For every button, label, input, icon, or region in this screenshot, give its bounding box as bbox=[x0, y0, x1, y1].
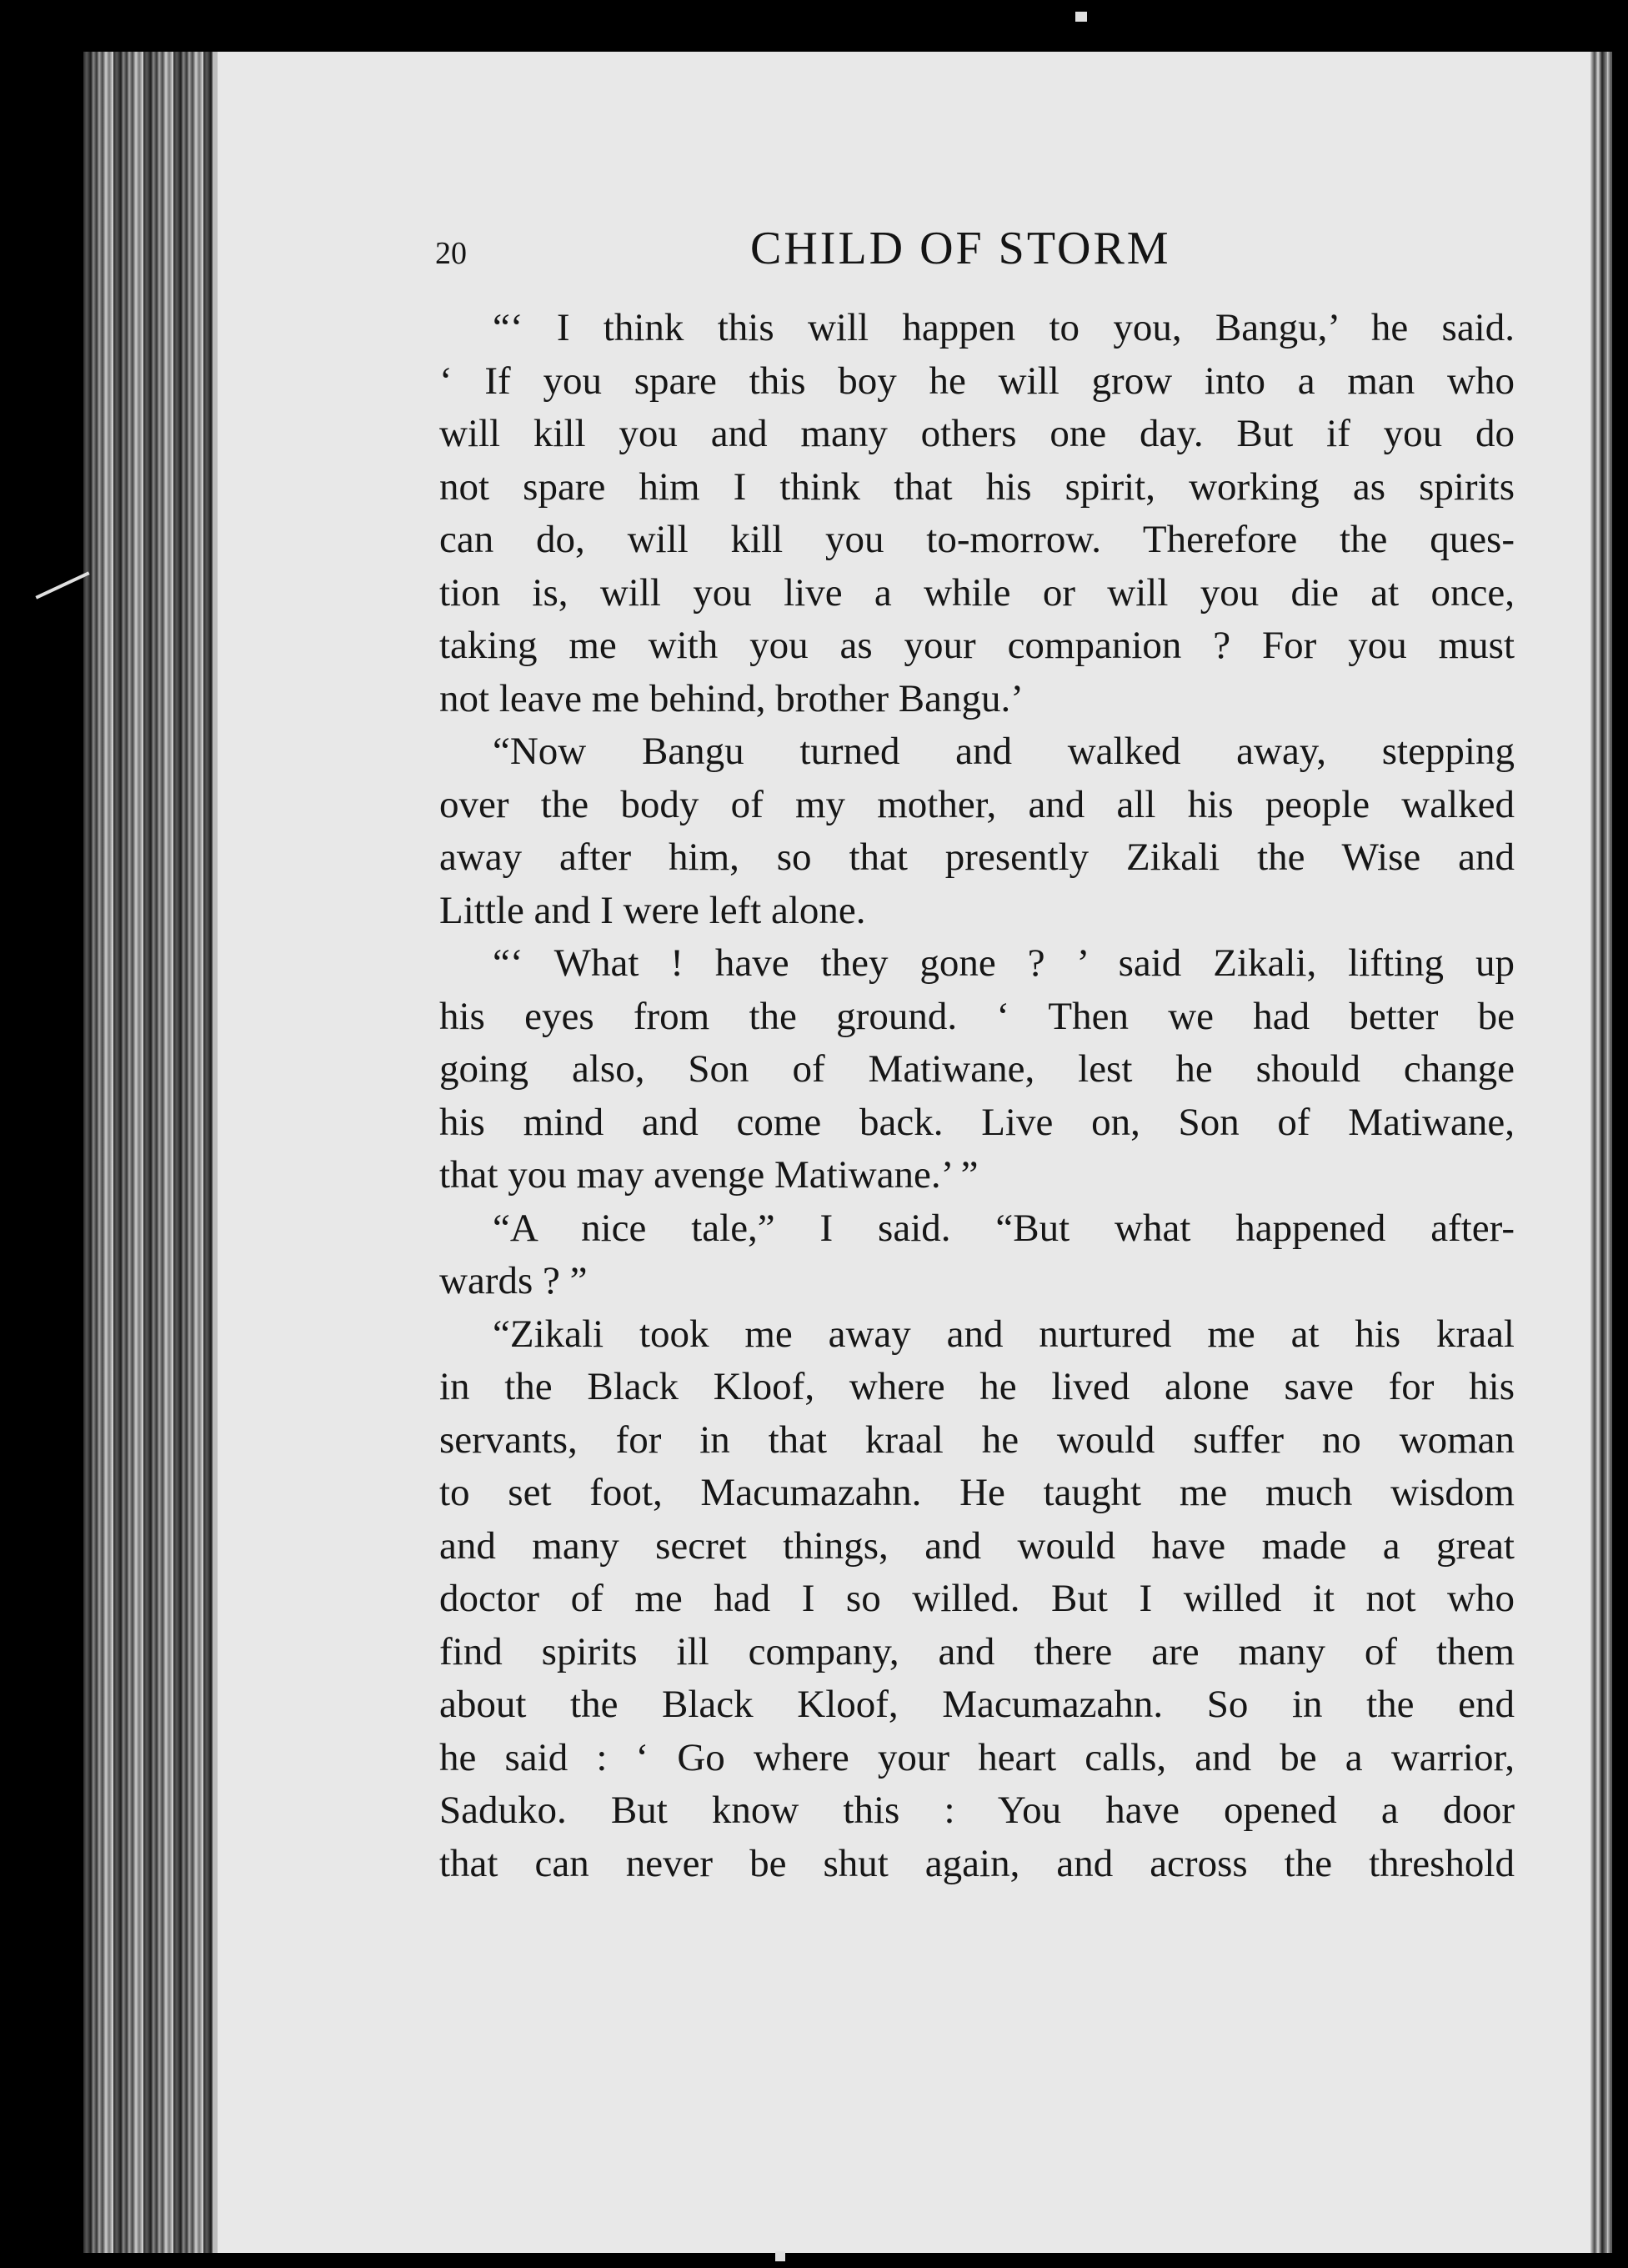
text-line: Saduko. But know this : You have opened a door bbox=[439, 1789, 1515, 1832]
scan-speck bbox=[775, 2251, 785, 2261]
text-line: that can never be shut again, and across the threshold bbox=[439, 1841, 1515, 1885]
text-line: “A nice tale,” I said. “But what happened after- bbox=[493, 1206, 1515, 1250]
text-line: not spare him I think that his spirit, working as spirits bbox=[439, 464, 1515, 509]
text-line: wards ? ” bbox=[439, 1259, 588, 1302]
text-line: “‘ I think this will happen to you, Bangu,’ he said. bbox=[493, 306, 1515, 349]
text-line: over the body of my mother, and all his people walked bbox=[439, 782, 1515, 826]
page-number: 20 bbox=[435, 236, 467, 271]
text-line: doctor of me had I so willed. But I willed it not who bbox=[439, 1577, 1515, 1620]
text-line: that you may avenge Matiwane.’ ” bbox=[439, 1153, 979, 1197]
text-line: not leave me behind, brother Bangu.’ bbox=[439, 676, 1024, 720]
text-line: “Now Bangu turned and walked away, stepping bbox=[493, 730, 1515, 773]
page-header bbox=[435, 222, 1514, 280]
running-title: CHILD OF STORM bbox=[750, 223, 1171, 274]
scan-speck bbox=[35, 571, 89, 599]
text-line: can do, will kill you to-morrow. Therefore the ques- bbox=[439, 518, 1515, 561]
text-line: going also, Son of Matiwane, lest he should change bbox=[439, 1047, 1515, 1091]
text-line: to set foot, Macumazahn. He taught me much wisdom bbox=[439, 1471, 1515, 1514]
text-line: away after him, so that presently Zikali the Wise and bbox=[439, 835, 1515, 879]
book-spine bbox=[83, 52, 217, 2253]
text-line: taking me with you as your companion ? For you must bbox=[439, 624, 1515, 667]
body-text bbox=[439, 302, 1515, 1890]
text-line: about the Black Kloof, Macumazahn. So in the end bbox=[439, 1683, 1515, 1726]
text-line: his eyes from the ground. ‘ Then we had better be bbox=[439, 994, 1515, 1038]
text-line: Little and I were left alone. bbox=[439, 888, 866, 932]
text-line: tion is, will you live a while or will you die at once, bbox=[439, 570, 1515, 615]
text-line: ‘ If you spare this boy he will grow into a man who bbox=[439, 359, 1515, 403]
text-line: and many secret things, and would have made a great bbox=[439, 1523, 1515, 1568]
text-line: he said : ‘ Go where your heart calls, and be a warrior, bbox=[439, 1735, 1515, 1779]
scan-speck bbox=[1075, 12, 1087, 22]
text-line: find spirits ill company, and there are many of them bbox=[439, 1629, 1515, 1673]
text-line: “‘ What ! have they gone ? ’ said Zikali, lifting up bbox=[493, 941, 1515, 985]
page-edge bbox=[1590, 52, 1612, 2253]
text-line: “Zikali took me away and nurtured me at his kraal bbox=[493, 1312, 1515, 1356]
text-line: will kill you and many others one day. But if you do bbox=[439, 412, 1515, 455]
text-line: in the Black Kloof, where he lived alone save for his bbox=[439, 1365, 1515, 1408]
text-line: servants, for in that kraal he would suffer no woman bbox=[439, 1418, 1515, 1462]
text-line: his mind and come back. Live on, Son of Matiwane, bbox=[439, 1100, 1515, 1144]
